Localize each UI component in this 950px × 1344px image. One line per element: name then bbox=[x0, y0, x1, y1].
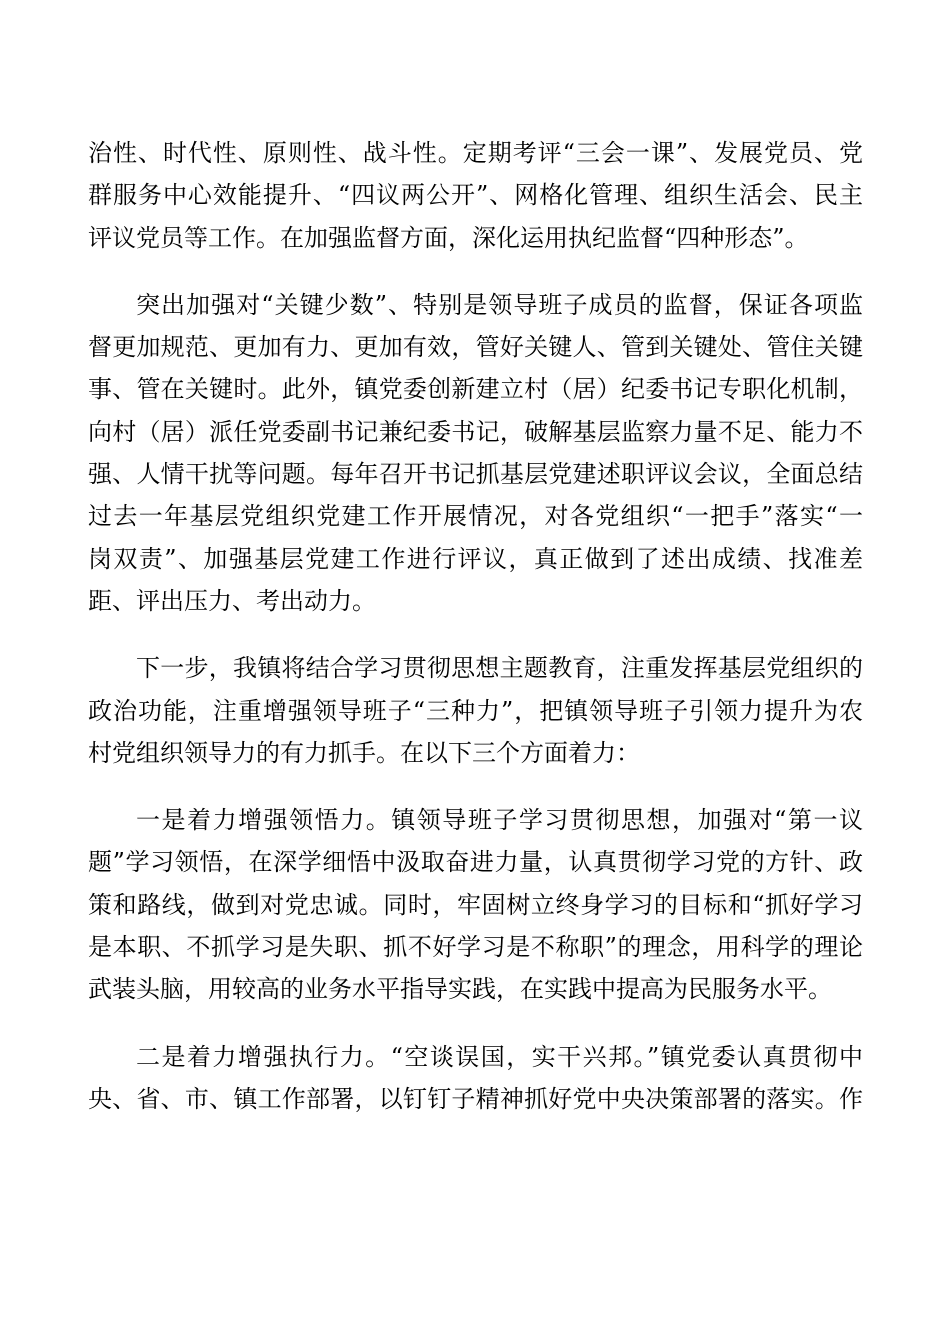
text-line: 向村（居）派任党委副书记兼纪委书记，破解基层监察力量不足、能力不 bbox=[88, 417, 863, 446]
body-text bbox=[88, 132, 863, 1145]
text-line: 央、省、市、镇工作部署，以钉钉子精神抓好党中央决策部署的落实。作 bbox=[88, 1084, 863, 1113]
paragraph-2 bbox=[88, 284, 863, 622]
paragraph-3 bbox=[88, 647, 863, 774]
text-line: 是本职、不抓学习是失职、抓不好学习是不称职”的理念，用科学的理论 bbox=[88, 933, 863, 962]
text-line: 强、人情干扰等问题。每年召开书记抓基层党建述职评议会议，全面总结 bbox=[88, 460, 863, 489]
text-line: 治性、时代性、原则性、战斗性。定期考评“三会一课”、发展党员、党 bbox=[88, 139, 863, 167]
text-line: 突出加强对“关键少数”、特别是领导班子成员的监督，保证各项监 bbox=[136, 290, 863, 319]
text-line: 距、评出压力、考出动力。 bbox=[88, 586, 376, 615]
text-line: 一是着力增强领悟力。镇领导班子学习贯彻思想，加强对“第一议 bbox=[136, 806, 863, 835]
text-line: 下一步，我镇将结合学习贯彻思想主题教育，注重发挥基层党组织的 bbox=[136, 654, 863, 683]
text-line: 岗双责”、加强基层党建工作进行评议，真正做到了述出成绩、找准差 bbox=[88, 544, 863, 573]
text-line: 武装头脑，用较高的业务水平指导实践，在实践中提高为民服务水平。 bbox=[88, 975, 832, 1004]
text-line: 评议党员等工作。在加强监督方面，深化运用执纪监督“四种形态”。 bbox=[88, 223, 809, 252]
paragraph-1 bbox=[88, 132, 863, 259]
text-line: 政治功能，注重增强领导班子“三种力”，把镇领导班子引领力提升为农 bbox=[88, 696, 863, 725]
text-line: 题”学习领悟，在深学细悟中汲取奋进力量，认真贯彻学习党的方针、政 bbox=[88, 848, 863, 877]
text-line: 督更加规范、更加有力、更加有效，管好关键人、管到关键处、管住关键 bbox=[88, 333, 863, 362]
text-line: 群服务中心效能提升、“四议两公开”、网格化管理、组织生活会、民主 bbox=[88, 181, 863, 210]
text-line: 过去一年基层党组织党建工作开展情况，对各党组织“一把手”落实“一 bbox=[88, 502, 863, 531]
text-line: 策和路线，做到对党忠诚。同时，牢固树立终身学习的目标和“抓好学习 bbox=[88, 890, 863, 919]
text-line: 二是着力增强执行力。“空谈误国，实干兴邦。”镇党委认真贯彻中 bbox=[136, 1042, 863, 1071]
text-line: 村党组织领导力的有力抓手。在以下三个方面着力： bbox=[88, 738, 640, 767]
paragraph-4 bbox=[88, 799, 863, 1010]
paragraph-5 bbox=[88, 1036, 863, 1121]
text-line: 事、管在关键时。此外，镇党委创新建立村（居）纪委书记专职化机制， bbox=[88, 375, 863, 404]
